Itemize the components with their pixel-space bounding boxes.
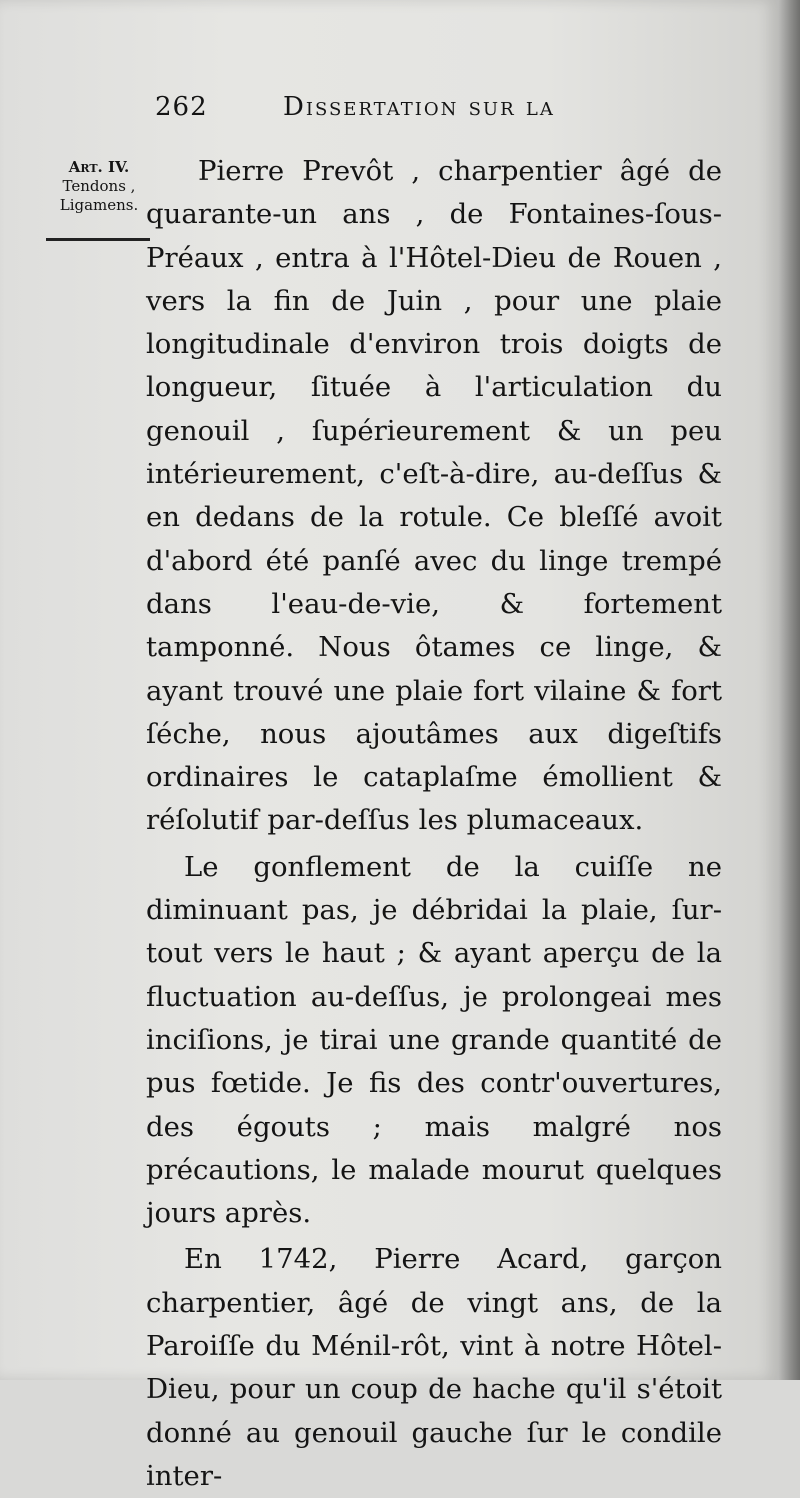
page-edge <box>778 0 800 1380</box>
margin-article: Art. IV. <box>68 158 130 176</box>
margin-note <box>44 158 154 215</box>
page-number: 262 <box>155 92 208 122</box>
paragraph-2: Le gonflement de la cuiſſe ne diminuant pas, je débridai la plaie, ſur-tout vers le haut ; & ayant aperçu de la fluctuation au-deſſus, je prolongeai mes inciſions, je tirai une grande quantité de pus fœtide. Je fis des contr'ouvertures, des égouts ; mais malgré nos précautions, le malade mourut quelques jours après. <box>146 850 722 1230</box>
running-title: Dissertation sur la <box>283 92 555 122</box>
body-text <box>146 150 722 1498</box>
paragraph-1: Pierre Prevôt , charpentier âgé de quarante-un ans , de Fontaines-ſous-Préaux , entra à l'Hôtel-Dieu de Rouen , vers la fin de Juin , pour une plaie longitudinale d'environ trois doigts de longueur, ſituée à l'articulation du genouil , ſupérieurement & un peu intérieurement, c'eſt-à-dire, au-deſſus & en dedans de la rotule. Ce bleſſé avoit d'abord été panſé avec du linge trempé dans l'eau-de-vie, & fortement tamponné. Nous ôtames ce linge, & ayant trouvé une plaie fort vilaine & fort ſéche, nous ajoutâmes aux digeſtifs ordinaires le cataplaſme émollient & réſolutif par-deſſus les plumaceaux. <box>146 155 722 837</box>
margin-line-2: Ligamens. <box>59 196 139 214</box>
margin-line-1: Tendons , <box>62 177 136 195</box>
margin-rule <box>46 238 150 241</box>
paragraph-3: En 1742, Pierre Acard, garçon charpentier, âgé de vingt ans, de la Paroiſſe du Ménil-rôt, vint à notre Hôtel-Dieu, pour un coup de hache qu'il s'étoit donné au genouil gauche ſur le condile inter- <box>146 1243 722 1492</box>
